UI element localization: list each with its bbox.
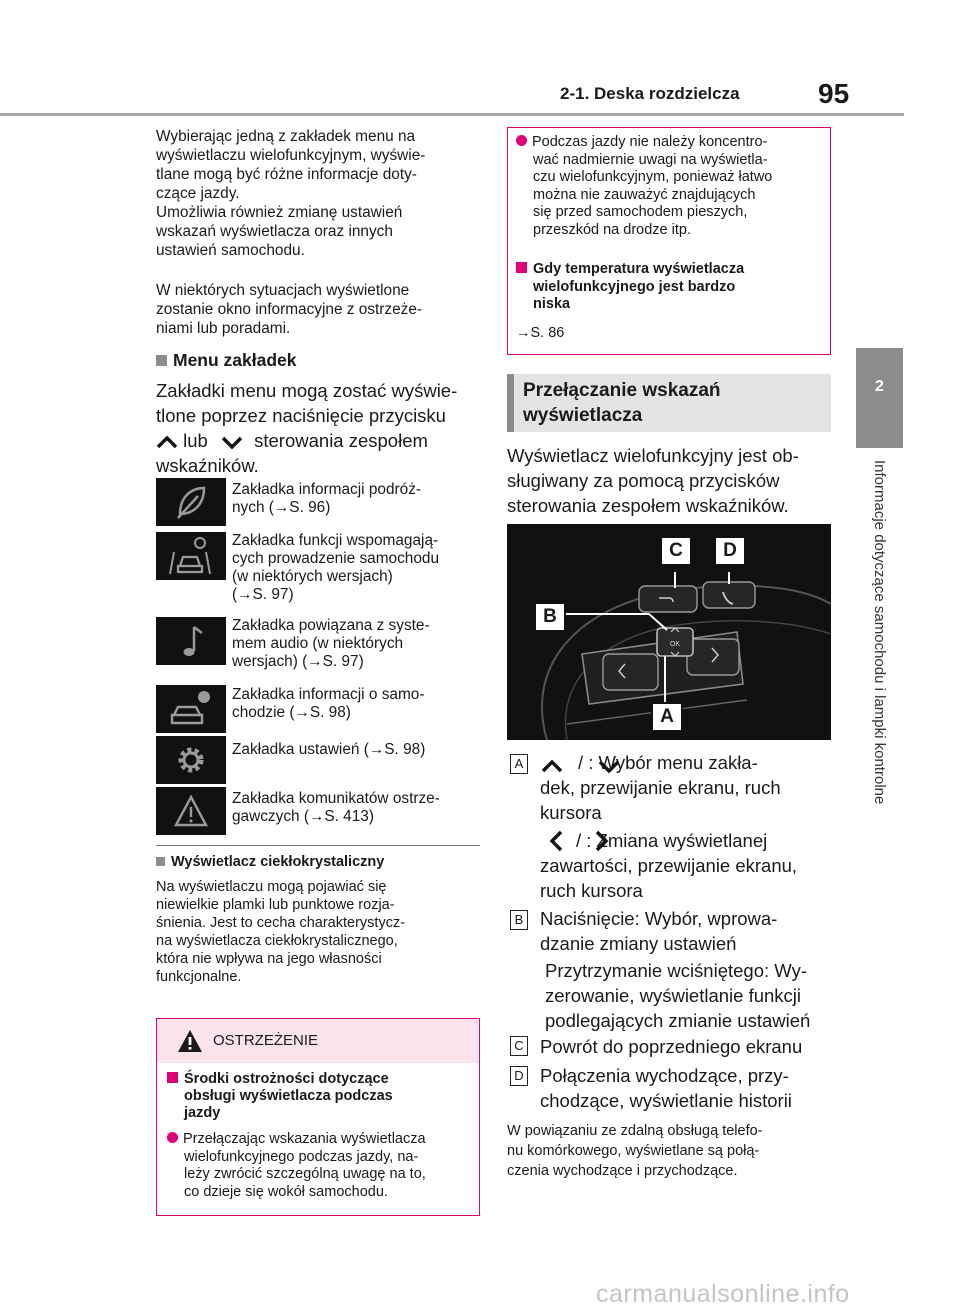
legend-b2-text: Przytrzymanie wciśniętego: Wy- zerowanie, wyświetlanie funkcji podlegających zmianie ustawień (545, 960, 811, 1031)
leaf-icon (156, 478, 226, 526)
legend-key-b: B (510, 910, 528, 930)
header-divider (0, 113, 904, 116)
label-d: D (714, 536, 746, 566)
watermark: carmanualsonline.info (596, 1280, 850, 1308)
intro-paragraph-2: W niektórych sytuacjach wyświetlone zostanie okno informacyjne z ostrzeże- niami lub poradami. (156, 282, 423, 337)
menu-heading: Menu zakładek (156, 350, 297, 371)
gear-icon (156, 736, 226, 784)
caution-ref: →S. 86 (516, 325, 565, 341)
chapter-tab (856, 348, 903, 448)
warning-title: OSTRZEŻENIE (213, 1032, 319, 1049)
lcd-heading: Wyświetlacz ciekłokrystaliczny (156, 854, 384, 870)
section-title-bar (507, 374, 831, 432)
tab-desc-audio: Zakładka powiązana z syste- mem audio (w niektórych wersjach) (→S. 97) (232, 617, 430, 670)
warning-triangle-icon (156, 787, 226, 835)
tab-desc-warnings: Zakładka komunikatów ostrze- gawczych (→S. 413) (232, 790, 440, 825)
legend-b1-text: Naciśnięcie: Wybór, wprowa- dzanie zmiany ustawień (540, 908, 778, 954)
legend-key-c: C (510, 1036, 528, 1056)
section-title: Przełączanie wskazań wyświetlacza (523, 380, 721, 426)
warning-icon (177, 1029, 203, 1053)
warning-heading: Środki ostrożności dotyczące obsługi wyświetlacza podczas jazdy (167, 1071, 393, 1122)
tab-desc-travel: Zakładka informacji podróż- nych (→S. 96) (232, 481, 422, 516)
lcd-paragraph: Na wyświetlaczu mogą pojawiać się niewielkie plamki lub punktowe rozja- śnienia. Jest to cecha charakterystycz- na wyświetlacza ciekłokrystalicznego, która nie wpływa na jego własności funkcjonalne. (156, 879, 406, 985)
label-b: B (534, 602, 566, 632)
legend-d-text: Połączenia wychodzące, przy- chodzące, wyświetlanie historii (540, 1065, 792, 1111)
music-note-icon (156, 617, 226, 665)
legend-a1-cont: dek, przewijanie ekranu, ruch kursora (540, 777, 781, 823)
chevron-down-icon (221, 434, 243, 450)
chevron-left-icon (548, 830, 564, 852)
section-header: 2-1. Deska rozdzielcza (560, 84, 740, 103)
tab-desc-settings: Zakładka ustawień (→S. 98) (232, 741, 426, 758)
caution-bullet: Podczas jazdy nie należy koncentro- wać nadmiernie uwagi na wyświetla- czu wielofunkcyjnym, ponieważ łatwo można nie zauważyć znajdujących się przed samochodem pieszych, przeszkód na drodze itp. (516, 134, 772, 239)
label-a: A (651, 702, 683, 732)
legend-key-d: D (510, 1066, 528, 1086)
chevron-up-icon (541, 758, 563, 774)
car-info-icon (156, 685, 226, 733)
tab-desc-vehicle: Zakładka informacji o samo- chodzie (→S. 98) (232, 686, 425, 721)
svg-text:OK: OK (669, 641, 681, 648)
legend-c-text: Powrót do poprzedniego ekranu (540, 1036, 803, 1057)
warning-text: Przełączając wskazania wyświetlacza wielofunkcyjnego podczas jazdy, na- leży zwrócić szczególną uwagę na to, co dzieje się wokół samochodu. (167, 1131, 426, 1201)
menu-description: Zakładki menu mogą zostać wyświe- tlone poprzez naciśnięcie przycisku lub sterowania zespołem wskaźników. (156, 380, 458, 476)
phone-note: W powiązaniu ze zdalną obsługą telefo- nu komórkowego, wyświetlane są połą- czenia wychodzące i przychodzące. (507, 1123, 763, 1179)
legend-key-a: A (510, 754, 528, 774)
legend-a1-text: / : Wybór menu zakła- (578, 752, 758, 773)
section-paragraph: Wyświetlacz wielofunkcyjny jest ob- sługiwany za pomocą przycisków sterowania zespołem wskaźników. (507, 445, 799, 516)
chapter-title-vertical: Informacje dotyczące samochodu i lampki kontrolne (871, 460, 888, 805)
driving-assist-icon (156, 532, 226, 580)
label-c: C (660, 536, 692, 566)
intro-paragraph: Wybierając jedną z zakładek menu na wyświetlaczu wielofunkcyjnym, wyświe- tlane mogą być różne informacje doty- czące jazdy. Umożliwia również zmianę ustawień wskazań wyświetlacza oraz innych ustawień samochodu. (156, 128, 426, 259)
caution-heading: Gdy temperatura wyświetlacza wielofunkcyjnego jest bardzo niska (516, 261, 744, 314)
divider (156, 845, 480, 846)
caution-box (507, 127, 831, 355)
chevron-up-icon (156, 434, 178, 450)
legend-a2-text: / : Zmiana wyświetlanej (576, 830, 768, 851)
chapter-number: 2 (875, 378, 884, 395)
tab-desc-driving-assist: Zakładka funkcji wspomagają- cych prowadzenie samochodu (w niektórych wersjach) (→S. 97) (232, 532, 440, 603)
page-number: 95 (818, 78, 850, 109)
warning-box (156, 1018, 480, 1216)
legend-a2-cont: zawartości, przewijanie ekranu, ruch kursora (540, 855, 798, 901)
